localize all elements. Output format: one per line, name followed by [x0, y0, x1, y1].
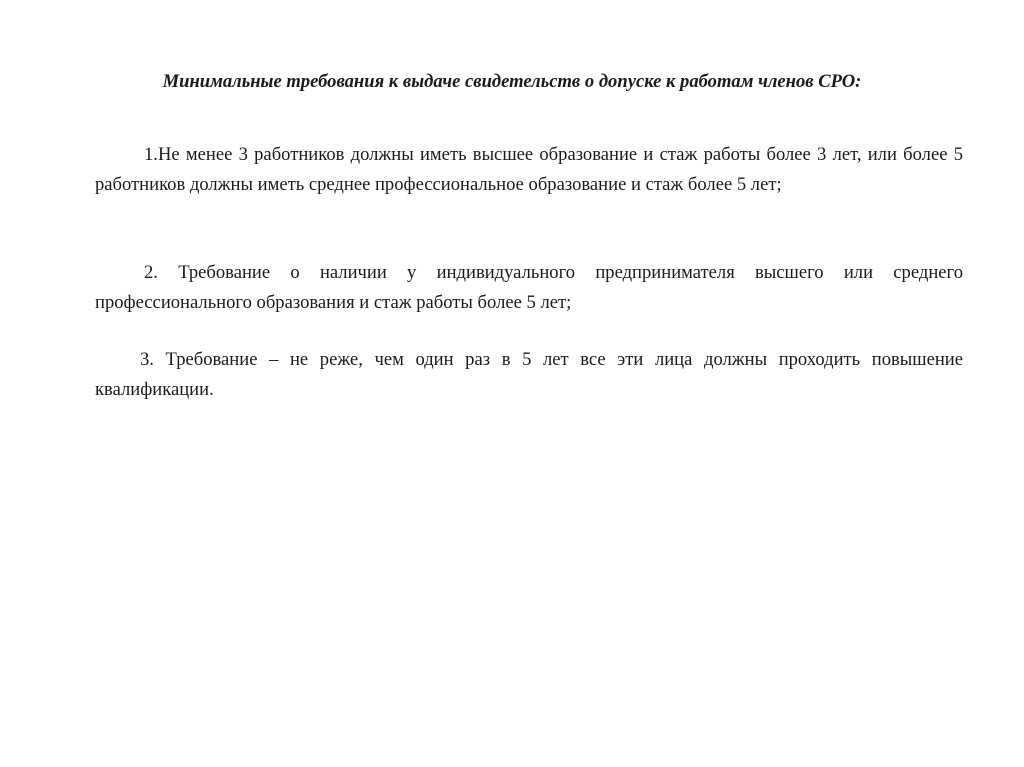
- requirement-item-2: 2. Требование о наличии у индивидуального предпринимателя высшего или среднего профессионального образования и стаж работы более 5 лет;: [95, 262, 963, 313]
- requirement-item-1: 1.Не менее 3 работников должны иметь высшее образование и стаж работы более 3 лет, или более 5 работников должны иметь среднее профессиональное образование и стаж более 5 лет;: [95, 144, 963, 195]
- requirement-item-3: 3. Требование – не реже, чем один раз в 5 лет все эти лица должны проходить повышение квалификации.: [95, 349, 963, 400]
- slide-title: Минимальные требования к выдаче свидетельств о допуске к работам членов СРО:: [162, 71, 862, 92]
